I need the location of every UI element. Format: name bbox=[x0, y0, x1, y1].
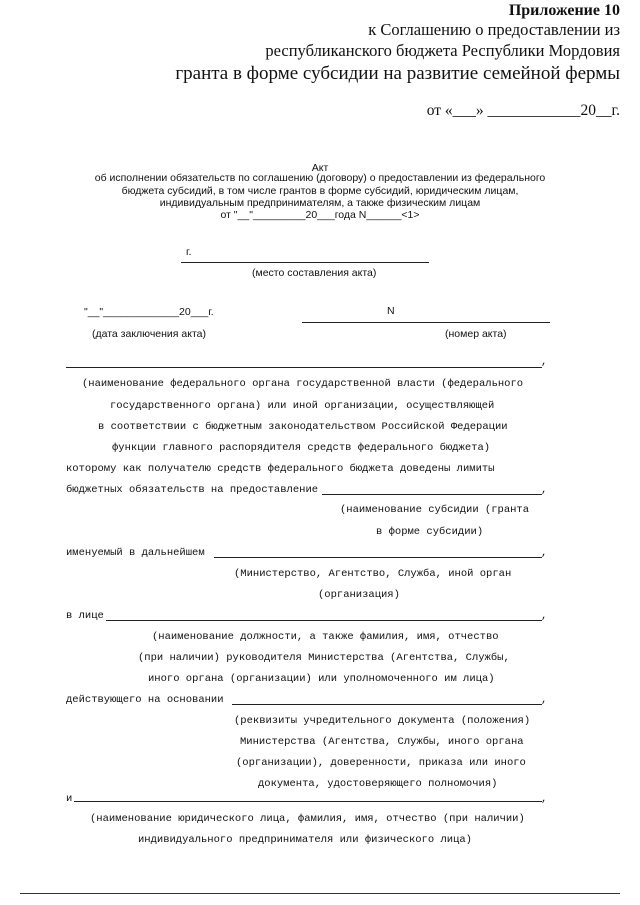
appendix-grant-line: гранта в форме субсидии на развитие семейной фермы bbox=[175, 63, 620, 84]
subsidy-caption-line: в форме субсидии) bbox=[376, 526, 484, 538]
act-number-caption: (номер акта) bbox=[445, 328, 507, 340]
authority-field[interactable] bbox=[66, 367, 542, 368]
act-number-label: N bbox=[387, 305, 395, 317]
basis-caption-line: Министерства (Агентства, Службы, иного органа bbox=[240, 736, 524, 748]
authority-caption-line: (наименование федерального органа государственной власти (федерального bbox=[82, 378, 524, 390]
hereinafter-label: именуемый в дальнейшем bbox=[66, 547, 205, 559]
recipient-text-line: бюджетных обязательств на предоставление bbox=[66, 484, 319, 496]
authority-caption-line: в соответствии с бюджетным законодательством Российской Федерации bbox=[98, 421, 508, 433]
head-caption-line: иного органа (организации) или уполномоченного им лица) bbox=[148, 673, 495, 685]
entity-field[interactable] bbox=[74, 801, 542, 802]
ministry-caption-line: (организация) bbox=[318, 589, 400, 601]
entity-caption-line: индивидуального предпринимателя или физического лица) bbox=[138, 834, 472, 846]
act-subtitle-line-1: об исполнении обязательств по соглашению (договору) о предоставлении из федерального bbox=[94, 172, 546, 184]
acting-field[interactable] bbox=[232, 704, 542, 705]
act-date-caption: (дата заключения акта) bbox=[92, 328, 206, 340]
act-title: Акт bbox=[311, 162, 329, 174]
head-caption-line: (при наличии) руководителя Министерства (Агентства, Службы, bbox=[138, 652, 510, 664]
act-subtitle-line-3: индивидуальным предпринимателям, а также физическим лицам bbox=[159, 197, 481, 209]
act-number-field[interactable] bbox=[302, 322, 550, 323]
place-caption: (место составления акта) bbox=[252, 267, 377, 279]
act-subtitle-line-2: бюджета субсидий, в том числе грантов в форме субсидий, юридическим лицам, bbox=[121, 185, 519, 197]
authority-comma: , bbox=[541, 356, 548, 368]
and-label: и bbox=[66, 793, 73, 805]
place-field[interactable] bbox=[181, 262, 429, 263]
ministry-caption-line: (Министерство, Агентство, Служба, иной орган bbox=[234, 568, 512, 580]
hereinafter-field[interactable] bbox=[214, 557, 542, 558]
acting-label: действующего на основании bbox=[66, 694, 224, 706]
basis-caption-line: (организации), доверенности, приказа или иного bbox=[236, 757, 526, 769]
entity-comma: , bbox=[541, 793, 548, 805]
appendix-budget-line: республиканского бюджета Республики Мордовия bbox=[265, 41, 620, 60]
authority-caption-line: государственного органа) или иной организации, осуществляющей bbox=[110, 400, 495, 412]
head-caption-line: (наименование должности, а также фамилия, имя, отчество bbox=[152, 631, 499, 643]
basis-caption-line: (реквизиты учредительного документа (положения) bbox=[234, 715, 531, 727]
act-date-field[interactable]: "__"_____________20___г. bbox=[84, 306, 214, 318]
subsidy-field[interactable] bbox=[322, 494, 542, 495]
in-person-comma: , bbox=[541, 610, 548, 622]
appendix-title: Приложение 10 bbox=[508, 2, 620, 19]
hereinafter-comma: , bbox=[541, 547, 548, 559]
appendix-agreement-line: к Соглашению о предоставлении из bbox=[368, 20, 620, 39]
page-bottom-rule bbox=[20, 893, 620, 894]
appendix-date-line: от «___» ____________20__г. bbox=[426, 102, 620, 119]
acting-comma: , bbox=[541, 694, 548, 706]
entity-caption-line: (наименование юридического лица, фамилия, имя, отчество (при наличии) bbox=[90, 813, 525, 825]
recipient-text-line: которому как получателю средств федерального бюджета доведены лимиты bbox=[66, 463, 495, 475]
act-date-number-line: от "__"_________20___года N______<1> bbox=[220, 209, 420, 221]
in-person-label: в лице bbox=[66, 610, 104, 622]
subsidy-caption-line: (наименование субсидии (гранта bbox=[340, 504, 530, 516]
basis-caption-line: документа, удостоверяющего полномочия) bbox=[258, 778, 498, 790]
subsidy-comma: , bbox=[541, 484, 548, 496]
authority-caption-line: функции главного распорядителя средств федерального бюджета) bbox=[112, 442, 491, 454]
in-person-field[interactable] bbox=[106, 620, 542, 621]
place-g-label: г. bbox=[186, 246, 192, 258]
